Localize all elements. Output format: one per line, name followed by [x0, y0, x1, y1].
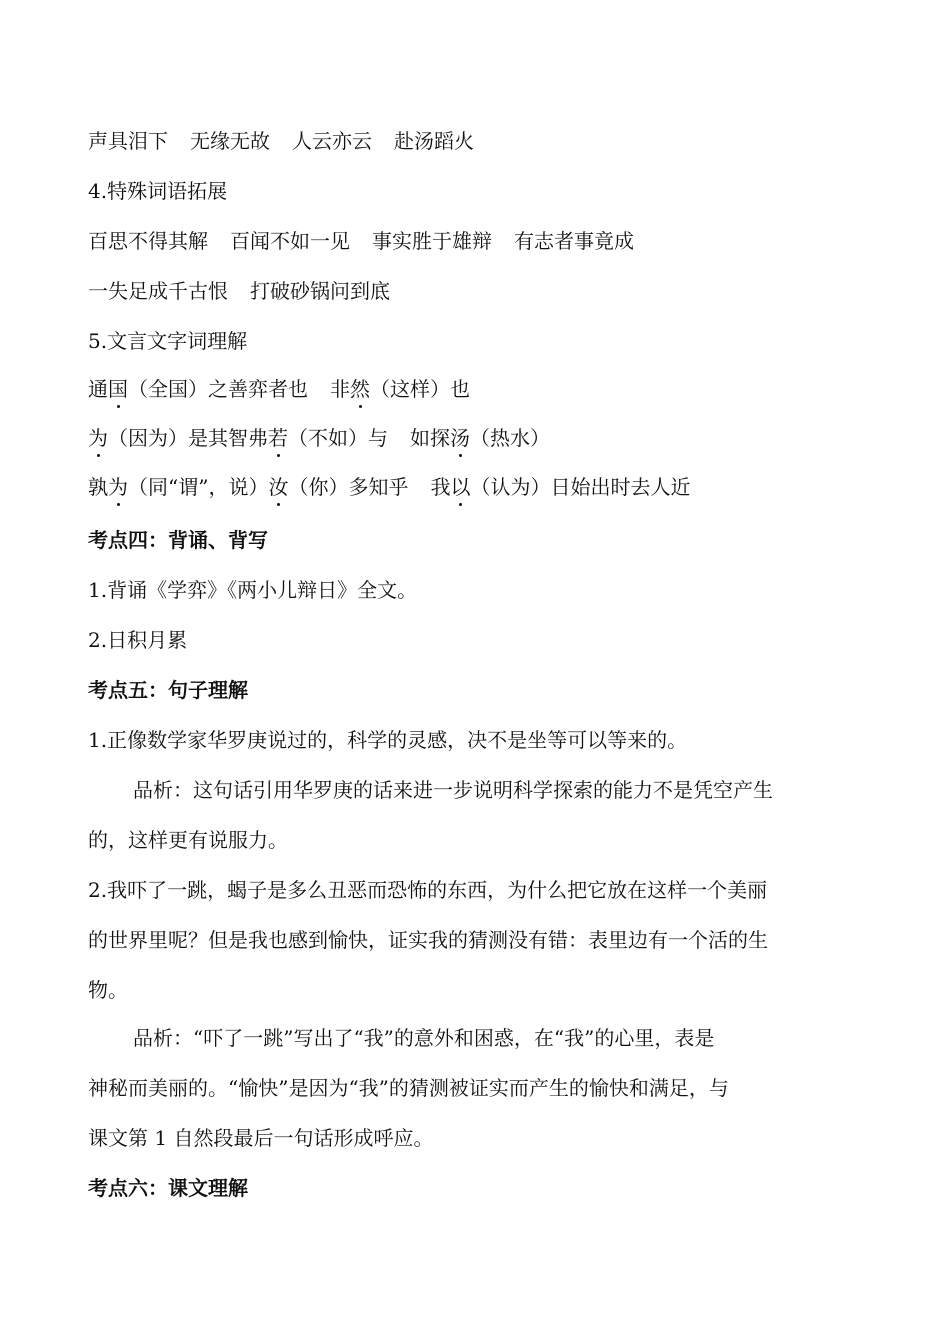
text-run: （因为）是其智弗 [108, 426, 268, 450]
phrase: 一失足成千古恨 [88, 279, 228, 303]
text-run: （全国）之善弈者也 [128, 377, 308, 401]
idiom: 人云亦云 [292, 129, 372, 153]
analysis-2-line: 品析：“吓了一跳”写出了“我”的意外和困惑，在“我”的心里，表是 [133, 1026, 715, 1050]
text-run: 通 [88, 377, 108, 401]
analysis-1-line: 的，这样更有说服力。 [88, 828, 288, 852]
phrase: 百思不得其解 [88, 229, 208, 253]
sentence-2-line: 的世界里呢？但是我也感到愉快，证实我的猜测没有错：表里边有一个活的生 [88, 928, 768, 952]
emphasized-char: 为 [88, 426, 108, 450]
emphasized-char: 汝 [268, 475, 289, 499]
emphasized-char: 若 [268, 426, 288, 450]
emphasized-char: 汤 [450, 426, 470, 450]
idiom-row [88, 128, 474, 154]
phrase: 百闻不如一见 [230, 229, 350, 253]
analysis-2-line: 神秘而美丽的。“愉快”是因为“我”的猜测被证实而产生的愉快和满足，与 [88, 1076, 729, 1100]
text-run: （认为）日始出时去人近 [470, 475, 691, 499]
section-title-special-words: 4.特殊词语拓展 [88, 179, 228, 203]
emphasized-char: 国 [108, 377, 128, 401]
text-run: 我 [430, 475, 451, 499]
idiom: 声具泪下 [88, 129, 168, 153]
idiom: 无缘无故 [190, 129, 270, 153]
section-title-classical-words: 5.文言文字词理解 [88, 329, 248, 353]
sentence-2-line: 物。 [88, 978, 128, 1002]
sentence-2-line: 2.我吓了一跳，蝎子是多么丑恶而恐怖的东西，为什么把它放在这样一个美丽 [88, 878, 768, 902]
special-words-row [88, 228, 634, 254]
analysis-1-line: 品析：这句话引用华罗庚的话来进一步说明科学探索的能力不是凭空产生 [133, 778, 773, 802]
special-words-row [88, 278, 390, 304]
text-run: 孰 [88, 475, 108, 499]
text-run: 非 [330, 377, 350, 401]
emphasized-char: 然 [350, 377, 370, 401]
phrase: 打破砂锅问到底 [250, 279, 390, 303]
classical-word-row [88, 474, 690, 500]
list-item: 1.背诵《学弈》《两小儿辩日》全文。 [88, 578, 418, 602]
classical-word-row [88, 425, 550, 451]
sentence-1: 1.正像数学家华罗庚说过的，科学的灵感，决不是坐等可以等来的。 [88, 728, 688, 752]
text-run: （同“谓”，说） [128, 475, 269, 499]
phrase: 有志者事竟成 [514, 229, 634, 253]
phrase: 事实胜于雄辩 [372, 229, 492, 253]
text-run: （你）多知乎 [288, 475, 409, 499]
idiom: 赴汤蹈火 [394, 129, 474, 153]
heading-point-5: 考点五：句子理解 [88, 678, 248, 702]
emphasized-char: 以 [450, 475, 471, 499]
analysis-2-line: 课文第 1 自然段最后一句话形成呼应。 [88, 1126, 434, 1150]
list-item: 2.日积月累 [88, 628, 188, 652]
classical-word-row [88, 376, 470, 402]
heading-point-4: 考点四：背诵、背写 [88, 528, 268, 552]
text-run: （热水） [470, 426, 550, 450]
text-run: （这样）也 [370, 377, 470, 401]
emphasized-char: 为 [108, 475, 128, 499]
text-run: 如探 [410, 426, 450, 450]
text-run: （不如）与 [288, 426, 388, 450]
heading-point-6: 考点六：课文理解 [88, 1176, 248, 1200]
